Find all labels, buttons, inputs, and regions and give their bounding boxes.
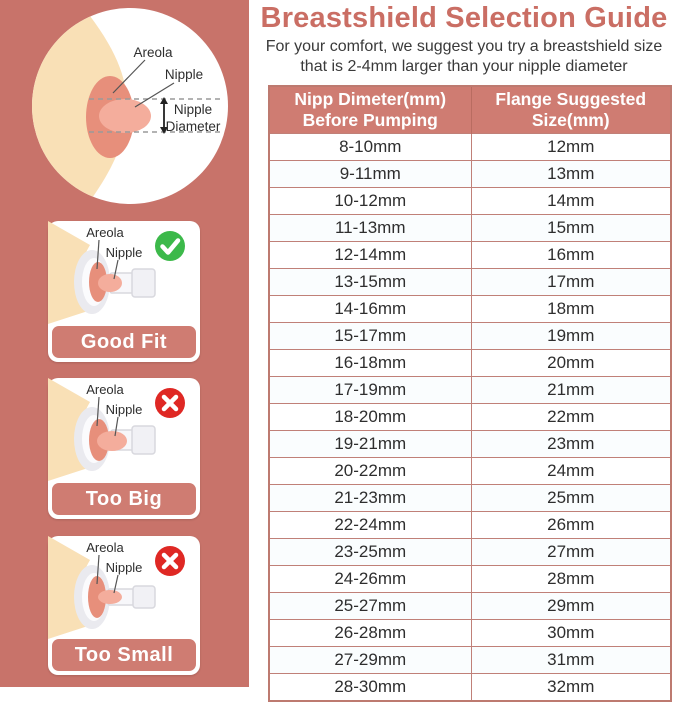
table-row xyxy=(269,620,671,647)
flange-size-cell: 20mm xyxy=(471,350,671,377)
nipple-diameter-column-header xyxy=(269,86,471,134)
good-fit-diagram xyxy=(48,221,200,324)
nipple-diameter-label-line2: Diameter xyxy=(165,119,221,134)
good-fit-card xyxy=(48,221,200,362)
good-fit-label: Good Fit xyxy=(80,330,168,353)
table-row xyxy=(269,431,671,458)
nipple-diameter-cell: 14-16mm xyxy=(269,296,471,323)
table-row xyxy=(269,215,671,242)
table-row xyxy=(269,350,671,377)
nipple-label: Nipple xyxy=(164,67,204,82)
flange-size-column-header xyxy=(471,86,671,134)
flange-size-table xyxy=(268,85,672,702)
flange-size-cell: 32mm xyxy=(471,674,671,702)
flange-size-cell: 23mm xyxy=(471,431,671,458)
too-small-diagram xyxy=(48,536,200,639)
areola-label: Areola xyxy=(86,540,124,555)
nipple-diameter-cell: 15-17mm xyxy=(269,323,471,350)
table-row xyxy=(269,188,671,215)
nipple-shape xyxy=(98,274,122,292)
too-big-label: Too Big xyxy=(85,487,163,510)
nipple-diameter-cell: 22-24mm xyxy=(269,512,471,539)
flange-size-cell: 16mm xyxy=(471,242,671,269)
flange-size-cell: 21mm xyxy=(471,377,671,404)
table-row xyxy=(269,674,671,702)
nipple-diameter-cell: 8-10mm xyxy=(269,134,471,161)
nipple-diameter-cell: 20-22mm xyxy=(269,458,471,485)
flange-size-cell: 28mm xyxy=(471,566,671,593)
size-table-body xyxy=(269,134,671,702)
flange-size-cell: 30mm xyxy=(471,620,671,647)
table-row xyxy=(269,323,671,350)
nipple-diameter-cell: 27-29mm xyxy=(269,647,471,674)
page-title: Breastshield Selection Guide xyxy=(260,2,668,34)
nipple-diameter-cell: 21-23mm xyxy=(269,485,471,512)
flange-mouthpiece xyxy=(132,426,155,454)
flange-size-cell: 29mm xyxy=(471,593,671,620)
table-row xyxy=(269,593,671,620)
table-row xyxy=(269,161,671,188)
page-subtitle xyxy=(249,37,679,77)
left-sidebar xyxy=(0,0,249,687)
nipple-diameter-cell: 23-25mm xyxy=(269,539,471,566)
table-row xyxy=(269,566,671,593)
table-row xyxy=(269,269,671,296)
nipple-diameter-cell: 19-21mm xyxy=(269,431,471,458)
flange-size-cell: 14mm xyxy=(471,188,671,215)
areola-label: Areola xyxy=(133,45,173,60)
too-big-label-bar xyxy=(52,483,196,515)
table-row xyxy=(269,647,671,674)
too-big-diagram xyxy=(48,378,200,481)
header-col1-line1: Nipp Dimeter(mm) xyxy=(294,89,447,109)
nipple-diameter-cell: 17-19mm xyxy=(269,377,471,404)
nipple-diameter-cell: 9-11mm xyxy=(269,161,471,188)
too-small-label-bar xyxy=(52,639,196,671)
table-row xyxy=(269,458,671,485)
too-small-label: Too Small xyxy=(74,643,174,666)
flange-size-cell: 27mm xyxy=(471,539,671,566)
flange-mouthpiece xyxy=(133,586,155,608)
check-icon xyxy=(155,231,185,261)
table-header-row xyxy=(269,86,671,134)
table-row xyxy=(269,512,671,539)
flange-size-cell: 26mm xyxy=(471,512,671,539)
good-fit-label-bar xyxy=(52,326,196,358)
nipple-label: Nipple xyxy=(105,560,143,575)
flange-size-cell: 25mm xyxy=(471,485,671,512)
flange-size-cell: 24mm xyxy=(471,458,671,485)
nipple-label: Nipple xyxy=(105,402,143,417)
flange-size-cell: 13mm xyxy=(471,161,671,188)
nipple-diameter-cell: 12-14mm xyxy=(269,242,471,269)
header-col1-line2: Before Pumping xyxy=(302,110,438,130)
table-row xyxy=(269,485,671,512)
nipple-diameter-cell: 11-13mm xyxy=(269,215,471,242)
flange-size-cell: 19mm xyxy=(471,323,671,350)
flange-size-cell: 22mm xyxy=(471,404,671,431)
flange-size-cell: 18mm xyxy=(471,296,671,323)
nipple-diameter-label-line1: Nipple xyxy=(173,102,213,117)
breast-anatomy-diagram xyxy=(31,7,229,205)
flange-size-cell: 12mm xyxy=(471,134,671,161)
nipple-diameter-cell: 25-27mm xyxy=(269,593,471,620)
flange-mouthpiece xyxy=(132,269,155,297)
subtitle-line-1: For your comfort, we suggest you try a breastshield size xyxy=(265,38,663,55)
table-row xyxy=(269,296,671,323)
flange-size-cell: 17mm xyxy=(471,269,671,296)
flange-size-cell: 15mm xyxy=(471,215,671,242)
table-row xyxy=(269,134,671,161)
cross-icon xyxy=(155,546,185,576)
nipple-diameter-cell: 13-15mm xyxy=(269,269,471,296)
main-panel xyxy=(249,0,679,696)
nipple-diameter-cell: 18-20mm xyxy=(269,404,471,431)
flange-size-cell: 31mm xyxy=(471,647,671,674)
nipple-label: Nipple xyxy=(105,245,143,260)
nipple-diameter-cell: 26-28mm xyxy=(269,620,471,647)
nipple-shape xyxy=(98,590,122,604)
header-col2-line1: Flange Suggested xyxy=(495,89,647,109)
areola-label: Areola xyxy=(86,225,124,240)
subtitle-line-2: that is 2-4mm larger than your nipple diameter xyxy=(300,58,628,75)
table-row xyxy=(269,242,671,269)
cross-icon xyxy=(155,388,185,418)
nipple-diameter-cell: 24-26mm xyxy=(269,566,471,593)
nipple-diameter-cell: 10-12mm xyxy=(269,188,471,215)
table-row xyxy=(269,377,671,404)
nipple-diameter-cell: 28-30mm xyxy=(269,674,471,702)
header-col2-line2: Size(mm) xyxy=(531,110,610,130)
breast-anatomy-svg xyxy=(31,7,229,205)
too-small-card xyxy=(48,536,200,675)
too-big-card xyxy=(48,378,200,519)
nipple-shape xyxy=(97,431,127,451)
areola-label: Areola xyxy=(86,382,124,397)
table-row xyxy=(269,539,671,566)
nipple-diameter-cell: 16-18mm xyxy=(269,350,471,377)
nipple-shape xyxy=(99,99,151,133)
table-row xyxy=(269,404,671,431)
